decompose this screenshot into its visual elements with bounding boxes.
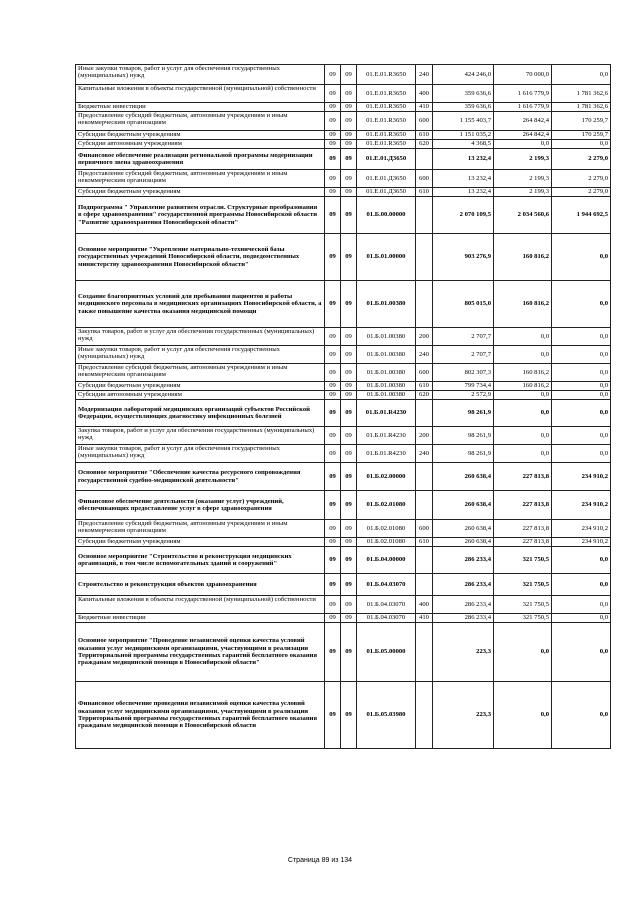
cell-value-1: 1 151 035,2 <box>433 131 494 140</box>
cell-subsection: 09 <box>341 445 357 463</box>
cell-expense-type: 400 <box>416 596 433 614</box>
cell-target-code: 01.Е.01.R3650 <box>357 131 416 140</box>
cell-value-3: 234 910,2 <box>552 538 611 547</box>
cell-value-3: 2 279,0 <box>552 188 611 197</box>
cell-value-2: 321 750,5 <box>494 596 552 614</box>
cell-value-3: 0,0 <box>552 682 611 749</box>
cell-section: 09 <box>325 170 341 188</box>
cell-value-2: 0,0 <box>494 400 552 427</box>
cell-value-2: 321 750,5 <box>494 574 552 596</box>
table-row <box>76 382 611 391</box>
table-row <box>76 596 611 614</box>
cell-subsection: 09 <box>341 170 357 188</box>
cell-value-3: 0,0 <box>552 445 611 463</box>
cell-subsection: 09 <box>341 538 357 547</box>
cell-value-1: 2 070 109,5 <box>433 197 494 234</box>
table-row <box>76 391 611 400</box>
cell-value-2: 0,0 <box>494 140 552 149</box>
cell-name: Финансовое обеспечение проведения независимой оценки качества условий оказания услуг медицинскими организациями, участвующими в реализации Территориальной программы государственных гарантий бесплатного оказания гражданам медицинской помощи в Новосибирской области <box>76 682 325 749</box>
table-row <box>76 131 611 140</box>
cell-expense-type <box>416 547 433 574</box>
cell-section: 09 <box>325 445 341 463</box>
table-body <box>76 65 611 749</box>
cell-subsection: 09 <box>341 364 357 382</box>
cell-expense-type: 240 <box>416 445 433 463</box>
cell-expense-type <box>416 197 433 234</box>
cell-expense-type <box>416 623 433 682</box>
cell-target-code: 01.Б.04.00000 <box>357 547 416 574</box>
cell-value-3: 0,0 <box>552 623 611 682</box>
cell-name: Субсидии бюджетным учреждениям <box>76 131 325 140</box>
cell-value-2: 0,0 <box>494 391 552 400</box>
table-row <box>76 520 611 538</box>
cell-value-2: 0,0 <box>494 445 552 463</box>
cell-value-1: 286 233,4 <box>433 596 494 614</box>
cell-expense-type: 410 <box>416 614 433 623</box>
cell-value-1: 98 261,9 <box>433 445 494 463</box>
cell-section: 09 <box>325 149 341 170</box>
cell-subsection: 09 <box>341 131 357 140</box>
cell-expense-type <box>416 281 433 328</box>
cell-value-1: 286 233,4 <box>433 614 494 623</box>
cell-name: Основное мероприятие "Обеспечение качества ресурсного сопровождения государственной судебно-медицинской деятельности" <box>76 463 325 491</box>
cell-name: Основное мероприятие "Укрепление материально-технической базы государственных учреждений Новосибирской области, подведомственных министерству здравоохранения Новосибирской области" <box>76 234 325 281</box>
cell-section: 09 <box>325 538 341 547</box>
cell-expense-type: 610 <box>416 188 433 197</box>
cell-expense-type <box>416 149 433 170</box>
cell-target-code: 01.Е.01.R3650 <box>357 112 416 131</box>
cell-section: 09 <box>325 364 341 382</box>
cell-section: 09 <box>325 281 341 328</box>
cell-subsection: 09 <box>341 197 357 234</box>
cell-section: 09 <box>325 427 341 445</box>
cell-subsection: 09 <box>341 427 357 445</box>
cell-expense-type <box>416 682 433 749</box>
page-footer: Страница 89 из 134 <box>287 857 353 864</box>
cell-subsection: 09 <box>341 391 357 400</box>
cell-target-code: 01.Б.00.00000 <box>357 197 416 234</box>
cell-subsection: 09 <box>341 328 357 346</box>
cell-subsection: 09 <box>341 65 357 85</box>
cell-section: 09 <box>325 197 341 234</box>
cell-value-3: 0,0 <box>552 596 611 614</box>
cell-section: 09 <box>325 400 341 427</box>
cell-expense-type: 600 <box>416 170 433 188</box>
cell-value-3: 1 781 362,6 <box>552 85 611 103</box>
cell-target-code: 01.Б.02.01080 <box>357 491 416 520</box>
cell-name: Создание благоприятных условий для пребывания пациентов и работы медицинского персонала в медицинских организациях Новосибирской области, а также повышение качества оказания медицинской помощи <box>76 281 325 328</box>
cell-subsection: 09 <box>341 346 357 364</box>
cell-expense-type: 410 <box>416 103 433 112</box>
table-row <box>76 427 611 445</box>
cell-name: Основное мероприятие "Проведение независимой оценки качества условий оказания услуг медицинскими организациями, участвующими в реализации Территориальной программы государственных гарантий бесплатного оказания гражданам медицинской помощи в Новосибирской области" <box>76 623 325 682</box>
cell-section: 09 <box>325 188 341 197</box>
cell-expense-type: 620 <box>416 391 433 400</box>
cell-expense-type: 240 <box>416 346 433 364</box>
cell-value-3: 0,0 <box>552 281 611 328</box>
cell-target-code: 01.Б.01.00000 <box>357 234 416 281</box>
cell-value-3: 1 944 692,5 <box>552 197 611 234</box>
cell-value-2: 321 750,5 <box>494 614 552 623</box>
cell-target-code: 01.Е.01.R3650 <box>357 65 416 85</box>
cell-value-3: 0,0 <box>552 328 611 346</box>
cell-name: Строительство и реконструкция объектов здравоохранения <box>76 574 325 596</box>
cell-section: 09 <box>325 463 341 491</box>
cell-value-2: 1 616 779,9 <box>494 85 552 103</box>
cell-value-1: 13 232,4 <box>433 170 494 188</box>
cell-section: 09 <box>325 547 341 574</box>
cell-name: Бюджетные инвестиции <box>76 614 325 623</box>
cell-value-1: 802 307,3 <box>433 364 494 382</box>
cell-value-2: 160 816,2 <box>494 364 552 382</box>
cell-subsection: 09 <box>341 614 357 623</box>
cell-name: Закупка товаров, работ и услуг для обеспечения государственных (муниципальных) нужд <box>76 328 325 346</box>
table-row <box>76 538 611 547</box>
cell-value-2: 227 813,8 <box>494 463 552 491</box>
cell-subsection: 09 <box>341 596 357 614</box>
cell-name: Финансовое обеспечение реализации региональной программы модернизации первичного звена здравоохранения <box>76 149 325 170</box>
cell-value-2: 1 616 779,9 <box>494 103 552 112</box>
cell-value-1: 359 636,6 <box>433 103 494 112</box>
cell-section: 09 <box>325 682 341 749</box>
cell-subsection: 09 <box>341 140 357 149</box>
cell-target-code: 01.Б.01.00380 <box>357 364 416 382</box>
cell-section: 09 <box>325 328 341 346</box>
cell-value-2: 227 813,8 <box>494 491 552 520</box>
cell-target-code: 01.Б.02.01080 <box>357 538 416 547</box>
cell-target-code: 01.Б.04.03070 <box>357 614 416 623</box>
cell-expense-type: 620 <box>416 140 433 149</box>
cell-name: Капитальные вложения в объекты государственной (муниципальной) собственности <box>76 596 325 614</box>
cell-value-2: 160 816,2 <box>494 281 552 328</box>
cell-expense-type: 200 <box>416 427 433 445</box>
cell-value-3: 0,0 <box>552 427 611 445</box>
cell-subsection: 09 <box>341 103 357 112</box>
cell-subsection: 09 <box>341 400 357 427</box>
cell-value-2: 0,0 <box>494 623 552 682</box>
cell-section: 09 <box>325 131 341 140</box>
table-row <box>76 682 611 749</box>
cell-value-1: 98 261,9 <box>433 400 494 427</box>
cell-target-code: 01.Б.01.R4230 <box>357 445 416 463</box>
cell-value-3: 0,0 <box>552 547 611 574</box>
cell-section: 09 <box>325 65 341 85</box>
cell-value-3: 0,0 <box>552 234 611 281</box>
cell-expense-type: 610 <box>416 538 433 547</box>
cell-name: Основное мероприятие "Строительство и реконструкция медицинских организаций, в том числе вспомогательных зданий и сооружений" <box>76 547 325 574</box>
cell-value-3: 170 259,7 <box>552 131 611 140</box>
cell-target-code: 01.Б.01.00380 <box>357 281 416 328</box>
table-row <box>76 170 611 188</box>
cell-name: Закупка товаров, работ и услуг для обеспечения государственных (муниципальных) нужд <box>76 427 325 445</box>
cell-target-code: 01.Е.01.R3650 <box>357 103 416 112</box>
cell-value-2: 0,0 <box>494 682 552 749</box>
cell-value-1: 13 232,4 <box>433 149 494 170</box>
cell-value-3: 234 910,2 <box>552 520 611 538</box>
cell-value-1: 286 233,4 <box>433 574 494 596</box>
cell-section: 09 <box>325 112 341 131</box>
cell-value-2: 0,0 <box>494 427 552 445</box>
cell-section: 09 <box>325 574 341 596</box>
cell-name: Подпрограмма " Управление развитием отрасли. Структурные преобразования в сфере здравоохранения" государственной программы Новосибирской области "Развитие здравоохранения Новосибирской области" <box>76 197 325 234</box>
cell-subsection: 09 <box>341 547 357 574</box>
table-row <box>76 85 611 103</box>
table-row <box>76 400 611 427</box>
table-row <box>76 614 611 623</box>
cell-subsection: 09 <box>341 382 357 391</box>
cell-name: Финансовое обеспечение деятельности (оказание услуг) учреждений, обеспечивающих предоставление услуг в сфере здравоохранения <box>76 491 325 520</box>
cell-section: 09 <box>325 85 341 103</box>
cell-name: Иные закупки товаров, работ и услуг для обеспечения государственных (муниципальных) нужд <box>76 445 325 463</box>
cell-value-3: 0,0 <box>552 614 611 623</box>
cell-target-code: 01.Б.01.00380 <box>357 346 416 364</box>
cell-name: Иные закупки товаров, работ и услуг для обеспечения государственных (муниципальных) нужд <box>76 65 325 85</box>
cell-value-2: 321 750,5 <box>494 547 552 574</box>
cell-expense-type: 600 <box>416 364 433 382</box>
cell-target-code: 01.Е.01.R3650 <box>357 85 416 103</box>
cell-expense-type <box>416 574 433 596</box>
cell-target-code: 01.Е.01.Д3650 <box>357 170 416 188</box>
cell-subsection: 09 <box>341 149 357 170</box>
cell-subsection: 09 <box>341 112 357 131</box>
cell-value-1: 260 638,4 <box>433 491 494 520</box>
cell-value-2: 70 000,0 <box>494 65 552 85</box>
cell-name: Иные закупки товаров, работ и услуг для обеспечения государственных (муниципальных) нужд <box>76 346 325 364</box>
cell-expense-type: 610 <box>416 131 433 140</box>
cell-expense-type <box>416 491 433 520</box>
cell-value-3: 0,0 <box>552 346 611 364</box>
cell-value-2: 2 034 560,6 <box>494 197 552 234</box>
table-row <box>76 328 611 346</box>
cell-section: 09 <box>325 140 341 149</box>
table-row <box>76 112 611 131</box>
table-row <box>76 65 611 85</box>
cell-value-3: 0,0 <box>552 364 611 382</box>
cell-subsection: 09 <box>341 281 357 328</box>
cell-value-3: 234 910,2 <box>552 491 611 520</box>
cell-name: Бюджетные инвестиции <box>76 103 325 112</box>
cell-target-code: 01.Б.05.00000 <box>357 623 416 682</box>
cell-subsection: 09 <box>341 520 357 538</box>
cell-subsection: 09 <box>341 682 357 749</box>
cell-value-1: 260 638,4 <box>433 463 494 491</box>
cell-expense-type: 600 <box>416 520 433 538</box>
cell-name: Предоставление субсидий бюджетным, автономным учреждениям и иным некоммерческим организациям <box>76 112 325 131</box>
cell-value-3: 170 259,7 <box>552 112 611 131</box>
cell-value-2: 227 813,8 <box>494 520 552 538</box>
budget-table <box>75 64 611 749</box>
cell-expense-type: 240 <box>416 65 433 85</box>
cell-target-code: 01.Б.02.00000 <box>357 463 416 491</box>
cell-name: Субсидии автономным учреждениям <box>76 391 325 400</box>
table-row <box>76 103 611 112</box>
cell-target-code: 01.Б.01.00380 <box>357 328 416 346</box>
cell-value-1: 13 232,4 <box>433 188 494 197</box>
cell-value-1: 260 638,4 <box>433 538 494 547</box>
cell-value-2: 160 816,2 <box>494 382 552 391</box>
cell-value-2: 2 199,3 <box>494 188 552 197</box>
cell-subsection: 09 <box>341 188 357 197</box>
table-row <box>76 188 611 197</box>
cell-name: Модернизация лабораторий медицинских организаций субъектов Российской Федерации, осуществляющих диагностику инфекционных болезней <box>76 400 325 427</box>
table-row <box>76 346 611 364</box>
cell-target-code: 01.Б.04.03070 <box>357 596 416 614</box>
cell-value-1: 903 276,9 <box>433 234 494 281</box>
cell-value-1: 4 368,5 <box>433 140 494 149</box>
cell-value-3: 0,0 <box>552 65 611 85</box>
cell-value-1: 2 707,7 <box>433 328 494 346</box>
cell-expense-type: 200 <box>416 328 433 346</box>
cell-target-code: 01.Б.05.03980 <box>357 682 416 749</box>
cell-value-1: 2 572,9 <box>433 391 494 400</box>
table-row <box>76 623 611 682</box>
cell-section: 09 <box>325 346 341 364</box>
cell-expense-type <box>416 400 433 427</box>
cell-value-3: 234 910,2 <box>552 463 611 491</box>
table-row <box>76 463 611 491</box>
cell-value-1: 98 261,9 <box>433 427 494 445</box>
cell-value-1: 1 155 403,7 <box>433 112 494 131</box>
cell-section: 09 <box>325 596 341 614</box>
cell-target-code: 01.Б.01.R4230 <box>357 427 416 445</box>
cell-value-2: 0,0 <box>494 346 552 364</box>
cell-target-code: 01.Б.01.00380 <box>357 382 416 391</box>
cell-value-3: 0,0 <box>552 140 611 149</box>
cell-value-1: 359 636,6 <box>433 85 494 103</box>
cell-section: 09 <box>325 382 341 391</box>
cell-value-2: 264 842,4 <box>494 131 552 140</box>
cell-target-code: 01.Б.02.01080 <box>357 520 416 538</box>
cell-value-1: 2 707,7 <box>433 346 494 364</box>
cell-section: 09 <box>325 234 341 281</box>
cell-value-3: 2 279,0 <box>552 149 611 170</box>
table-row <box>76 574 611 596</box>
cell-name: Капитальные вложения в объекты государственной (муниципальной) собственности <box>76 85 325 103</box>
table-row <box>76 547 611 574</box>
cell-value-2: 264 842,4 <box>494 112 552 131</box>
table-row <box>76 445 611 463</box>
cell-section: 09 <box>325 520 341 538</box>
cell-value-2: 2 199,3 <box>494 170 552 188</box>
table-row <box>76 149 611 170</box>
cell-name: Субсидии бюджетным учреждениям <box>76 382 325 391</box>
table-row <box>76 234 611 281</box>
cell-name: Субсидии бюджетным учреждениям <box>76 188 325 197</box>
cell-value-2: 2 199,3 <box>494 149 552 170</box>
cell-value-1: 424 246,0 <box>433 65 494 85</box>
cell-name: Предоставление субсидий бюджетным, автономным учреждениям и иным некоммерческим организациям <box>76 364 325 382</box>
cell-target-code: 01.Б.04.03070 <box>357 574 416 596</box>
cell-section: 09 <box>325 491 341 520</box>
cell-expense-type: 600 <box>416 112 433 131</box>
cell-target-code: 01.Б.01.00380 <box>357 391 416 400</box>
table-row <box>76 364 611 382</box>
cell-target-code: 01.Е.01.Д3650 <box>357 149 416 170</box>
cell-value-1: 223,3 <box>433 682 494 749</box>
cell-expense-type <box>416 463 433 491</box>
cell-value-1: 223,3 <box>433 623 494 682</box>
cell-subsection: 09 <box>341 623 357 682</box>
cell-value-3: 1 781 362,6 <box>552 103 611 112</box>
cell-value-1: 805 015,0 <box>433 281 494 328</box>
cell-subsection: 09 <box>341 85 357 103</box>
table-row <box>76 281 611 328</box>
cell-value-3: 2 279,0 <box>552 170 611 188</box>
cell-value-2: 0,0 <box>494 328 552 346</box>
cell-subsection: 09 <box>341 234 357 281</box>
cell-target-code: 01.Е.01.R3650 <box>357 140 416 149</box>
cell-name: Субсидии бюджетным учреждениям <box>76 538 325 547</box>
cell-name: Предоставление субсидий бюджетным, автономным учреждениям и иным некоммерческим организациям <box>76 170 325 188</box>
cell-value-1: 799 734,4 <box>433 382 494 391</box>
cell-subsection: 09 <box>341 574 357 596</box>
cell-value-1: 260 638,4 <box>433 520 494 538</box>
cell-value-2: 160 816,2 <box>494 234 552 281</box>
cell-value-3: 0,0 <box>552 400 611 427</box>
cell-value-3: 0,0 <box>552 382 611 391</box>
cell-subsection: 09 <box>341 463 357 491</box>
cell-section: 09 <box>325 103 341 112</box>
table-row <box>76 197 611 234</box>
cell-value-3: 0,0 <box>552 391 611 400</box>
cell-section: 09 <box>325 391 341 400</box>
cell-value-1: 286 233,4 <box>433 547 494 574</box>
table-row <box>76 491 611 520</box>
cell-target-code: 01.Е.01.Д3650 <box>357 188 416 197</box>
cell-target-code: 01.Б.01.R4230 <box>357 400 416 427</box>
cell-value-2: 227 813,8 <box>494 538 552 547</box>
cell-value-3: 0,0 <box>552 574 611 596</box>
cell-expense-type <box>416 234 433 281</box>
cell-name: Предоставление субсидий бюджетным, автономным учреждениям и иным некоммерческим организациям <box>76 520 325 538</box>
cell-subsection: 09 <box>341 491 357 520</box>
cell-section: 09 <box>325 614 341 623</box>
cell-expense-type: 400 <box>416 85 433 103</box>
cell-expense-type: 610 <box>416 382 433 391</box>
table-row <box>76 140 611 149</box>
cell-name: Субсидии автономным учреждениям <box>76 140 325 149</box>
cell-section: 09 <box>325 623 341 682</box>
